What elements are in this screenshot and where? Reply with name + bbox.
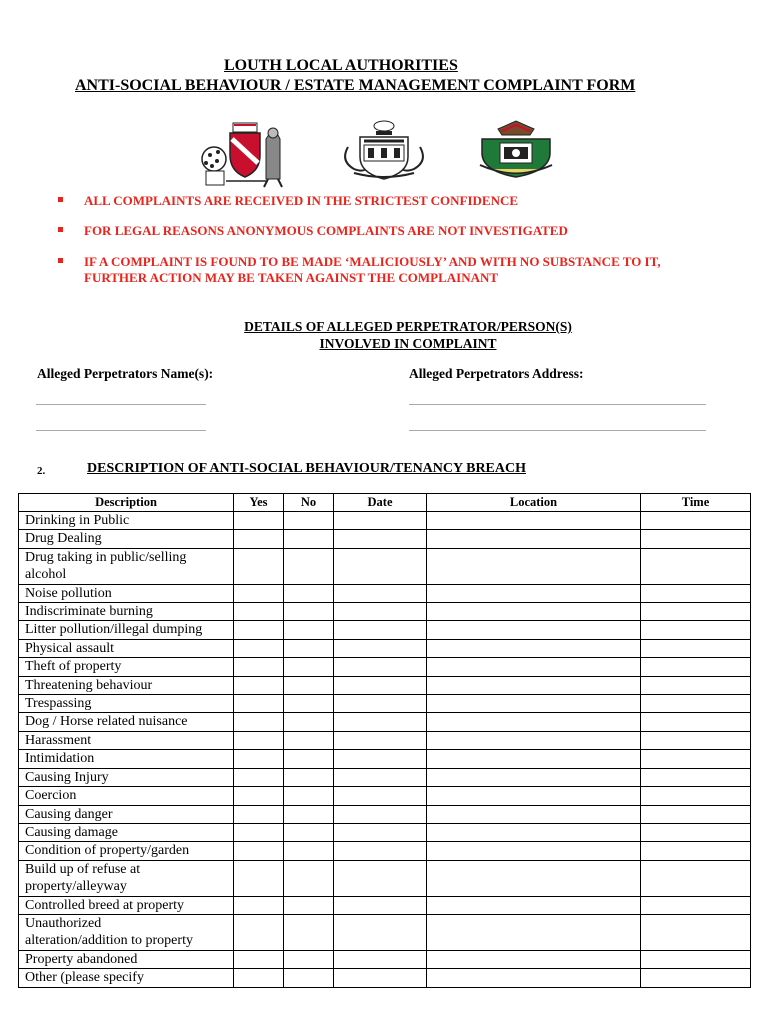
dundalk-crest-logo <box>472 117 560 179</box>
date-cell[interactable] <box>334 950 427 968</box>
description-cell <box>19 914 234 950</box>
location-cell[interactable] <box>427 530 641 548</box>
description-cell <box>19 842 234 860</box>
date-cell[interactable] <box>334 695 427 713</box>
description-line: Unauthorized <box>25 915 102 931</box>
location-cell[interactable] <box>427 750 641 768</box>
table-row <box>19 950 751 968</box>
description-line: alteration/addition to property <box>25 933 193 949</box>
location-cell[interactable] <box>427 787 641 805</box>
yes-cell[interactable] <box>234 969 284 987</box>
time-cell[interactable] <box>641 950 751 968</box>
table-row <box>19 860 751 896</box>
yes-cell[interactable] <box>234 512 284 530</box>
table-row <box>19 530 751 548</box>
no-cell[interactable] <box>284 805 334 823</box>
no-cell[interactable] <box>284 548 334 584</box>
description-line: Noise pollution <box>25 585 112 601</box>
no-cell[interactable] <box>284 914 334 950</box>
description-cell <box>19 750 234 768</box>
description-cell <box>19 969 234 987</box>
description-line: Theft of property <box>25 659 122 675</box>
description-line: Controlled breed at property <box>25 897 185 913</box>
time-cell[interactable] <box>641 969 751 987</box>
bullet-square-icon <box>58 258 63 263</box>
location-cell[interactable] <box>427 823 641 841</box>
yes-cell[interactable] <box>234 787 284 805</box>
location-cell[interactable] <box>427 713 641 731</box>
time-cell[interactable] <box>641 731 751 749</box>
form-title-authority: LOUTH LOCAL AUTHORITIES <box>224 57 458 74</box>
description-line: Other (please specify <box>25 970 144 986</box>
yes-cell[interactable] <box>234 584 284 602</box>
no-cell[interactable] <box>284 750 334 768</box>
bullet-square-icon <box>58 197 63 202</box>
time-cell[interactable] <box>641 914 751 950</box>
description-cell <box>19 548 234 584</box>
table-row <box>19 896 751 914</box>
date-cell[interactable] <box>334 731 427 749</box>
description-line: Drug Dealing <box>25 531 102 547</box>
time-cell[interactable] <box>641 713 751 731</box>
col-header-date: Date <box>334 494 427 512</box>
location-cell[interactable] <box>427 805 641 823</box>
description-line: Causing Injury <box>25 769 109 785</box>
col-header-time: Time <box>641 494 751 512</box>
behaviour-table <box>18 493 751 988</box>
time-cell[interactable] <box>641 768 751 786</box>
time-cell[interactable] <box>641 548 751 584</box>
col-header-description: Description <box>19 494 234 512</box>
location-cell[interactable] <box>427 639 641 657</box>
date-cell[interactable] <box>334 676 427 694</box>
location-cell[interactable] <box>427 603 641 621</box>
perpetrator-section-heading: DETAILS OF ALLEGED PERPETRATOR/PERSON(S) <box>244 319 572 334</box>
table-row <box>19 695 751 713</box>
location-cell[interactable] <box>427 950 641 968</box>
date-cell[interactable] <box>334 805 427 823</box>
description-line: Causing danger <box>25 806 113 822</box>
table-row <box>19 768 751 786</box>
description-line: Trespassing <box>25 696 92 712</box>
description-line: Indiscriminate burning <box>25 604 153 620</box>
table-row <box>19 842 751 860</box>
description-cell <box>19 805 234 823</box>
date-cell[interactable] <box>334 787 427 805</box>
date-cell[interactable] <box>334 823 427 841</box>
yes-cell[interactable] <box>234 639 284 657</box>
yes-cell[interactable] <box>234 676 284 694</box>
yes-cell[interactable] <box>234 896 284 914</box>
yes-cell[interactable] <box>234 860 284 896</box>
description-cell <box>19 676 234 694</box>
no-cell[interactable] <box>284 823 334 841</box>
description-line: Intimidation <box>25 751 95 767</box>
yes-cell[interactable] <box>234 621 284 639</box>
description-line: property/alleyway <box>25 879 127 895</box>
yes-cell[interactable] <box>234 842 284 860</box>
date-cell[interactable] <box>334 621 427 639</box>
table-row <box>19 658 751 676</box>
time-cell[interactable] <box>641 787 751 805</box>
yes-cell[interactable] <box>234 530 284 548</box>
no-cell[interactable] <box>284 713 334 731</box>
date-cell[interactable] <box>334 713 427 731</box>
no-cell[interactable] <box>284 584 334 602</box>
table-row <box>19 805 751 823</box>
yes-cell[interactable] <box>234 750 284 768</box>
table-row <box>19 823 751 841</box>
date-cell[interactable] <box>334 860 427 896</box>
yes-cell[interactable] <box>234 713 284 731</box>
description-cell <box>19 787 234 805</box>
description-line: Drug taking in public/selling <box>25 549 187 565</box>
description-line: Harassment <box>25 732 92 748</box>
description-cell <box>19 530 234 548</box>
perpetrator-name-field-1[interactable] <box>36 404 206 405</box>
no-cell[interactable] <box>284 676 334 694</box>
description-cell <box>19 512 234 530</box>
time-cell[interactable] <box>641 896 751 914</box>
location-cell[interactable] <box>427 676 641 694</box>
section-number: 2. <box>37 465 46 477</box>
yes-cell[interactable] <box>234 914 284 950</box>
date-cell[interactable] <box>334 914 427 950</box>
col-header-location: Location <box>427 494 641 512</box>
table-body <box>19 512 751 988</box>
no-cell[interactable] <box>284 860 334 896</box>
yes-cell[interactable] <box>234 768 284 786</box>
time-cell[interactable] <box>641 750 751 768</box>
time-cell[interactable] <box>641 512 751 530</box>
col-header-yes: Yes <box>234 494 284 512</box>
table-row <box>19 621 751 639</box>
date-cell[interactable] <box>334 842 427 860</box>
date-cell[interactable] <box>334 530 427 548</box>
no-cell[interactable] <box>284 768 334 786</box>
date-cell[interactable] <box>334 768 427 786</box>
description-cell <box>19 695 234 713</box>
yes-cell[interactable] <box>234 731 284 749</box>
yes-cell[interactable] <box>234 603 284 621</box>
time-cell[interactable] <box>641 658 751 676</box>
description-cell <box>19 731 234 749</box>
time-cell[interactable] <box>641 639 751 657</box>
time-cell[interactable] <box>641 823 751 841</box>
description-cell <box>19 768 234 786</box>
table-row <box>19 713 751 731</box>
no-cell[interactable] <box>284 731 334 749</box>
description-cell <box>19 950 234 968</box>
location-cell[interactable] <box>427 860 641 896</box>
description-cell <box>19 603 234 621</box>
time-cell[interactable] <box>641 676 751 694</box>
description-cell <box>19 584 234 602</box>
date-cell[interactable] <box>334 639 427 657</box>
description-line: Physical assault <box>25 640 115 656</box>
date-cell[interactable] <box>334 969 427 987</box>
description-line: Coercion <box>25 788 77 804</box>
location-cell[interactable] <box>427 512 641 530</box>
description-line: Threatening behaviour <box>25 677 153 693</box>
no-cell[interactable] <box>284 969 334 987</box>
table-row <box>19 603 751 621</box>
yes-cell[interactable] <box>234 950 284 968</box>
description-cell <box>19 896 234 914</box>
no-cell[interactable] <box>284 896 334 914</box>
yes-cell[interactable] <box>234 823 284 841</box>
drogheda-crest-logo <box>340 117 428 181</box>
perpetrator-address-field-2[interactable] <box>409 430 706 431</box>
date-cell[interactable] <box>334 512 427 530</box>
no-cell[interactable] <box>284 695 334 713</box>
table-row <box>19 584 751 602</box>
no-cell[interactable] <box>284 530 334 548</box>
description-line: Condition of property/garden <box>25 843 190 859</box>
time-cell[interactable] <box>641 603 751 621</box>
table-row <box>19 731 751 749</box>
description-line: alcohol <box>25 567 67 583</box>
time-cell[interactable] <box>641 695 751 713</box>
table-row <box>19 548 751 584</box>
perpetrator-section-heading-2: INVOLVED IN COMPLAINT <box>319 336 497 351</box>
description-cell <box>19 639 234 657</box>
location-cell[interactable] <box>427 768 641 786</box>
description-line: Build up of refuse at <box>25 861 141 877</box>
louth-county-crest-logo <box>196 119 292 189</box>
location-cell[interactable] <box>427 548 641 584</box>
no-cell[interactable] <box>284 950 334 968</box>
time-cell[interactable] <box>641 842 751 860</box>
yes-cell[interactable] <box>234 695 284 713</box>
description-cell <box>19 713 234 731</box>
time-cell[interactable] <box>641 584 751 602</box>
location-cell[interactable] <box>427 658 641 676</box>
table-row <box>19 750 751 768</box>
perpetrator-name-field-2[interactable] <box>36 430 206 431</box>
description-line: Dog / Horse related nuisance <box>25 714 188 730</box>
bullet-square-icon <box>58 227 63 232</box>
date-cell[interactable] <box>334 548 427 584</box>
table-header-row <box>19 494 751 512</box>
location-cell[interactable] <box>427 969 641 987</box>
description-cell <box>19 658 234 676</box>
table-row <box>19 787 751 805</box>
description-line: Drinking in Public <box>25 513 130 528</box>
form-title: ANTI-SOCIAL BEHAVIOUR / ESTATE MANAGEMENT COMPLAINT FORM <box>75 77 636 94</box>
no-cell[interactable] <box>284 842 334 860</box>
table-row <box>19 639 751 657</box>
yes-cell[interactable] <box>234 658 284 676</box>
yes-cell[interactable] <box>234 548 284 584</box>
perpetrator-address-label: Alleged Perpetrators Address: <box>409 366 584 381</box>
description-line: Litter pollution/illegal dumping <box>25 622 203 638</box>
no-cell[interactable] <box>284 512 334 530</box>
description-line: Property abandoned <box>25 951 138 967</box>
date-cell[interactable] <box>334 658 427 676</box>
description-cell <box>19 621 234 639</box>
time-cell[interactable] <box>641 860 751 896</box>
no-cell[interactable] <box>284 639 334 657</box>
description-line: Causing damage <box>25 824 118 840</box>
date-cell[interactable] <box>334 603 427 621</box>
yes-cell[interactable] <box>234 805 284 823</box>
time-cell[interactable] <box>641 621 751 639</box>
table-row <box>19 512 751 530</box>
no-cell[interactable] <box>284 603 334 621</box>
location-cell[interactable] <box>427 584 641 602</box>
no-cell[interactable] <box>284 658 334 676</box>
table-row <box>19 676 751 694</box>
perpetrator-name-label: Alleged Perpetrators Name(s): <box>37 366 214 381</box>
location-cell[interactable] <box>427 695 641 713</box>
time-cell[interactable] <box>641 530 751 548</box>
perpetrator-address-field-1[interactable] <box>409 404 706 405</box>
location-cell[interactable] <box>427 621 641 639</box>
date-cell[interactable] <box>334 750 427 768</box>
location-cell[interactable] <box>427 731 641 749</box>
description-cell <box>19 860 234 896</box>
col-header-no: No <box>284 494 334 512</box>
table-row <box>19 969 751 987</box>
description-cell <box>19 823 234 841</box>
date-cell[interactable] <box>334 584 427 602</box>
date-cell[interactable] <box>334 896 427 914</box>
location-cell[interactable] <box>427 896 641 914</box>
location-cell[interactable] <box>427 914 641 950</box>
time-cell[interactable] <box>641 805 751 823</box>
no-cell[interactable] <box>284 621 334 639</box>
no-cell[interactable] <box>284 787 334 805</box>
section-2-title: DESCRIPTION OF ANTI-SOCIAL BEHAVIOUR/TENANCY BREACH <box>87 461 527 476</box>
location-cell[interactable] <box>427 842 641 860</box>
table-row <box>19 914 751 950</box>
